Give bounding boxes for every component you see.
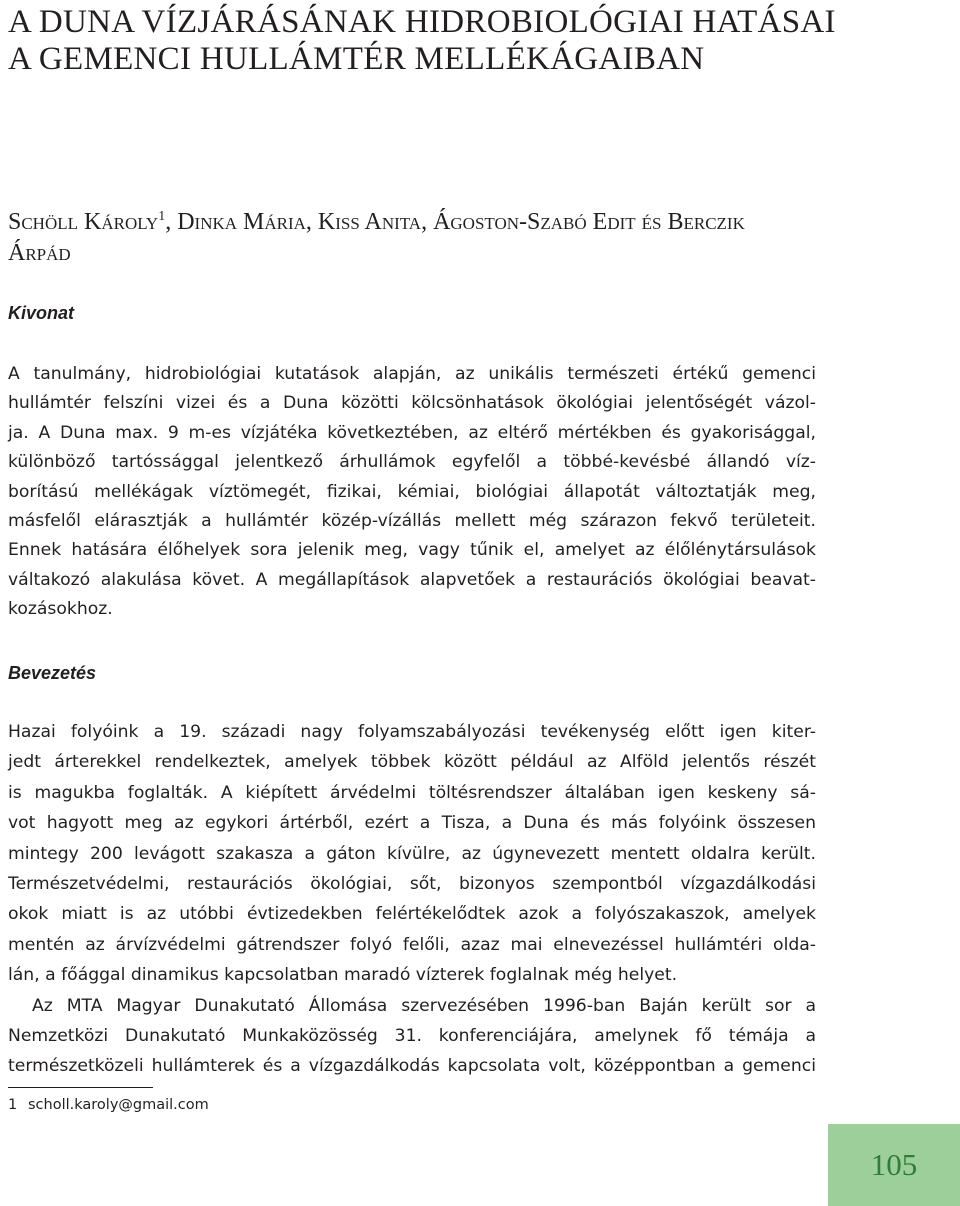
abstract-line: kozásokhoz. [8,599,113,620]
abstract-heading: Kivonat [8,303,75,323]
page-number: 105 [870,1147,918,1182]
paper-title [8,4,908,78]
page-number-box [828,1124,960,1206]
intro-line: Nemzetközi Dunakutató Munkaközösség 31. konferenciájára, amelynek fő témája a [8,1025,816,1046]
footnote-email[interactable]: scholl.karoly@gmail.com [28,1097,209,1113]
intro-line: lán, a főággal dinamikus kapcsolatban maradó vízterek foglalnak még helyet. [8,965,678,986]
footnote-number: 1 [8,1097,18,1113]
footnote [8,1096,209,1114]
author-list [8,207,838,269]
author-first: Schöll Károly [8,209,159,235]
title-line-1: A DUNA VÍZJÁRÁSÁNAK HIDROBIOLÓGIAI HATÁSAI [8,4,836,40]
intro-line: Az MTA Magyar Dunakutató Állomása szervezésében 1996-ban Baján került sor a [32,995,816,1016]
intro-line: mentén az árvízvédelmi gátrendszer folyó felőli, azaz mai elnevezéssel hullámtéri olda- [8,934,816,955]
intro-line: mintegy 200 levágott szakasza a gáton kívülre, az úgynevezett mentett oldalra került. [8,843,816,864]
abstract-line: A tanulmány, hidrobiológiai kutatások alapján, az unikális természeti értékű gemenci [8,364,816,384]
introduction-heading: Bevezetés [8,663,97,683]
intro-line: Természetvédelmi, restaurációs ökológiai, sőt, bizonyos szempontból vízgazdálkodási [8,873,816,894]
introduction-body [8,717,816,1082]
abstract-line: különböző tartóssággal jelentkező árhullámok egyfelől a többé-kevésbé állandó víz- [8,452,816,473]
intro-line: is magukba foglalták. A kiépített árvédelmi töltésrendszer általában igen keskeny sá- [8,782,816,803]
abstract-line: hullámtér felszíni vizei és a Duna közötti kölcsönhatások ökológiai jelentőségét vázol- [8,393,816,414]
intro-line: természetközeli hullámterek és a vízgazdálkodás kapcsolata volt, középpontban a gemenci [8,1056,816,1077]
abstract-line: váltakozó alakulása követ. A megállapítások alapvetőek a restaurációs ökológiai beavat- [8,569,816,590]
intro-line: jedt árterekkel rendelkeztek, amelyek többek között például az Alföld jelentős részét [8,752,816,773]
abstract-line: másfelől elárasztják a hullámtér közép-vízállás mellett még szárazon fekvő területeit. [8,510,816,531]
footnote-divider [8,1087,153,1088]
abstract-line: borítású mellékágak víztömegét, fizikai, kémiai, biológiai állapotát változtatják meg, [8,481,816,502]
author-line-2: Árpád [8,240,71,266]
intro-line: okok miatt is az utóbbi évtizedekben felértékelődtek azok a folyószakaszok, amelyek [8,904,816,925]
intro-line: Hazai folyóink a 19. századi nagy folyamszabályozási tevékenység előtt igen kiter- [8,722,816,742]
title-line-2: A GEMENCI HULLÁMTÉR MELLÉKÁGAIBAN [8,41,705,77]
author-footnote-marker: 1 [158,209,166,224]
intro-line: vot hagyott meg az egykori ártérből, ezért a Tisza, a Duna és más folyóink összesen [8,813,816,834]
abstract-line: ja. A Duna max. 9 m-es vízjátéka következtében, az eltérő mértékben és gyakorisággal, [8,422,816,443]
author-rest: , Dinka Mária, Kiss Anita, Ágoston-Szabó Edit és Berczik [165,209,745,235]
abstract-line: Ennek hatására élőhelyek sora jelenik meg, vagy tűnik el, amelyet az élőlénytársulások [8,540,816,561]
abstract-body [8,360,816,625]
